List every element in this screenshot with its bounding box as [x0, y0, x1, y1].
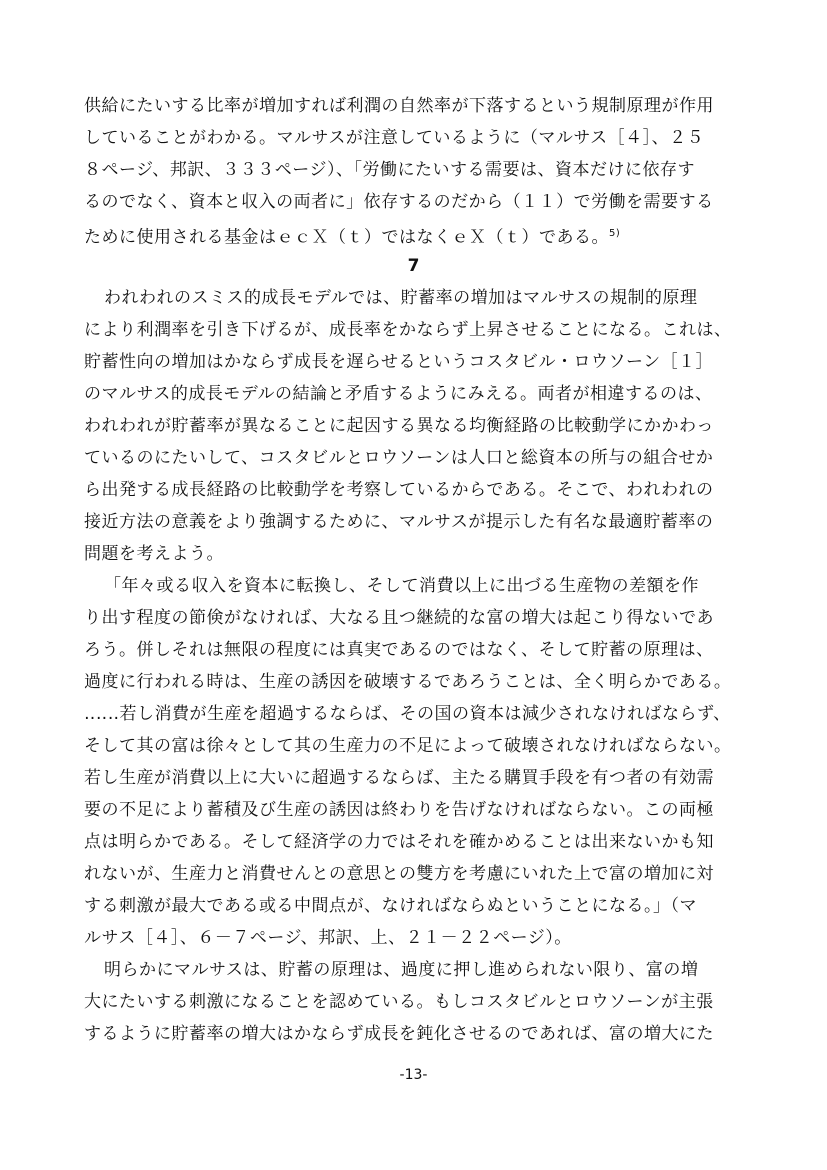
section-number: 7 [407, 256, 420, 276]
text-line: ８ページ、邦訳、３３３ページ）、「労働にたいする需要は、資本だけに依存す [84, 160, 695, 180]
text-line: 点は明らかである。そして経済学の力ではそれを確かめることは出来ないかも知 [84, 832, 714, 852]
text-line: 接近方法の意義をより強調するために、マルサスが提示した有名な最適貯蓄率の [84, 512, 714, 532]
text-line: るのでなく、資本と収入の両者に」依存するのだから（１１）で労働を需要する [84, 192, 714, 212]
text-line: 貯蓄性向の増加はかならず成長を遅らせるというコスタビル・ロウソーン［１］ [84, 352, 714, 372]
text-line: 大にたいする刺激になることを認めている。もしコスタビルとロウソーンが主張 [84, 992, 714, 1012]
text-line: われわれのスミス的成長モデルでは、貯蓄率の増加はマルサスの規制的原理 [104, 288, 698, 308]
text-line: 「年々或る収入を資本に転換し、そして消費以上に出づる生産物の差額を作 [104, 576, 699, 596]
text-line: するように貯蓄率の増大はかならず成長を鈍化させるのであれば、富の増大にた [84, 1024, 714, 1044]
text-line: 問題を考えよう。 [84, 544, 224, 564]
text-line: われわれが貯蓄率が異なることに起因する異なる均衡経路の比較動学にかかわっ [84, 416, 714, 436]
text-line: ルサス［４］、６－７ページ、邦訳、上、２１－２２ページ）。 [84, 928, 572, 948]
text-line: ら出発する成長経路の比較動学を考察しているからである。そこで、われわれの [84, 480, 714, 500]
text-span: ために使用される基金はｅｃＸ（ｔ）ではなくｅＸ（ｔ）である。 [84, 227, 609, 248]
text-line: により利潤率を引き下げるが、成長率をかならず上昇させることになる。これは、 [84, 320, 732, 340]
footnote-marker: 5) [609, 228, 621, 239]
text-line [84, 224, 774, 248]
text-line: ているのにたいして、コスタビルとロウソーンは人口と総資本の所与の組合せか [84, 448, 714, 468]
text-line: れないが、生産力と消費せんとの意思との雙方を考慮にいれた上で富の増加に対 [84, 864, 714, 884]
text-line: ろう。併しそれは無限の程度には真実であるのではなく、そして貯蓄の原理は、 [84, 640, 714, 660]
text-line: 要の不足により蓄積及び生産の誘因は終わりを告げなければならない。この両極 [84, 800, 714, 820]
text-line: 若し生産が消費以上に大いに超過するならば、主たる購買手段を有つ者の有効需 [84, 768, 714, 788]
text-line: する刺激が最大である或る中間点が、なければならぬということになる。」（マ [84, 896, 697, 916]
text-line: 過度に行われる時は、生産の誘因を破壊するであろうことは、全く明らかである。 [84, 672, 732, 692]
text-line: そして其の富は徐々として其の生産力の不足によって破壊されなければならない。 [84, 736, 732, 756]
page-number: -13- [399, 1067, 428, 1083]
text-line: 明らかにマルサスは、貯蓄の原理は、過度に押し進められない限り、富の増 [104, 960, 699, 980]
text-line: ‥‥‥若し消費が生産を超過するならば、その国の資本は減少されなければならず、 [84, 704, 731, 724]
text-line: 供給にたいする比率が増加すれば利潤の自然率が下落するという規制原理が作用 [84, 96, 714, 116]
text-line: のマルサス的成長モデルの結論と矛盾するようにみえる。両者が相違するのは、 [84, 384, 713, 404]
text-line: り出す程度の節倹がなければ、大なる且つ継続的な富の増大は起こり得ないであ [84, 608, 714, 628]
text-line: していることがわかる。マルサスが注意しているように（マルサス［４］、２５ [84, 128, 705, 148]
